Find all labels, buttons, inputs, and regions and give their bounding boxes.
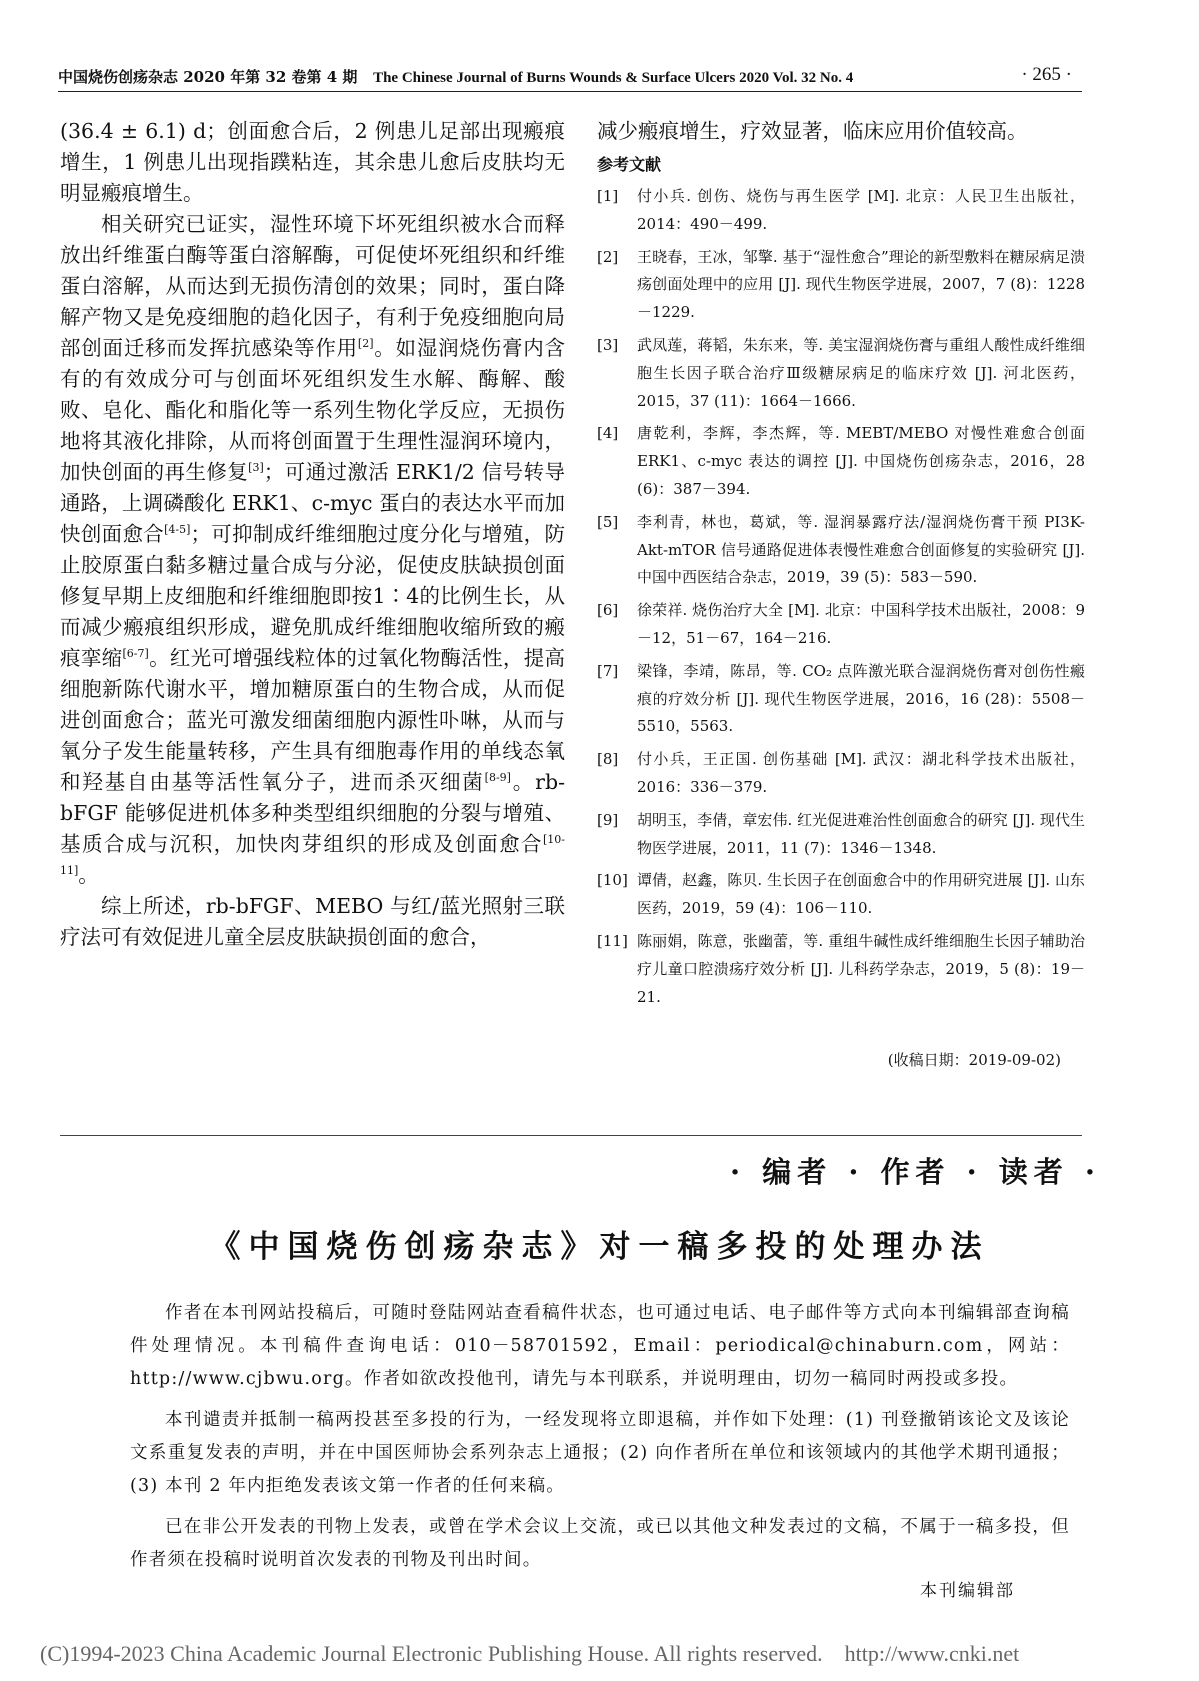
reference-item	[597, 807, 1085, 863]
references-heading: 参考文献	[597, 155, 662, 174]
citation: [6-7]	[122, 647, 149, 661]
reference-item	[597, 332, 1085, 415]
section-divider	[60, 1135, 1082, 1136]
reference-number: [7]	[597, 661, 619, 680]
reference-text: 李利青，林也，葛斌，等. 湿润暴露疗法/湿润烧伤膏干预 PI3K-Akt-mTOR 信号通路促进体表慢性难愈合创面修复的实验研究 [J]. 中国中西医结合杂志，2019，39 (5)：583－590.	[637, 512, 1085, 587]
notice-title: 《中国烧伤创疡杂志》对一稿多投的处理办法	[209, 1229, 990, 1265]
reference-text: 梁锋，李靖，陈昂，等. CO₂ 点阵激光联合湿润烧伤膏对创伤性瘢痕的疗效分析 [J]. 现代生物医学进展，2016，16 (28)：5508－5510，5563.	[637, 661, 1085, 736]
reference-number: [2]	[597, 247, 619, 266]
reference-text: 谭倩，赵鑫，陈贝. 生长因子在创面愈合中的作用研究进展 [J]. 山东医药，2019，59 (4)：106－110.	[637, 871, 1085, 918]
reference-list	[597, 183, 1085, 1011]
citation: [3]	[248, 461, 264, 475]
reference-number: [1]	[597, 187, 619, 205]
reference-item	[597, 746, 1085, 802]
running-header	[58, 66, 1082, 92]
received-date: (收稿日期：2019-09-02)	[887, 1051, 1061, 1070]
notice-body	[130, 1297, 1070, 1585]
journal-header	[58, 66, 853, 89]
journal-name-en: The Chinese Journal of Burns Wounds & Surface Ulcers 2020 Vol. 32 No. 4	[373, 70, 854, 86]
left-column	[60, 116, 565, 953]
reference-number: [9]	[597, 810, 619, 829]
reference-text: 付小兵. 创伤、烧伤与再生医学 [M]. 北京：人民卫生出版社，2014：490－499.	[637, 187, 1085, 233]
journal-name-cn: 中国烧伤创疡杂志 2020 年第 32 卷第 4 期	[58, 68, 358, 86]
reference-item	[597, 867, 1085, 923]
reference-number: [3]	[597, 335, 619, 354]
reference-item	[597, 420, 1085, 503]
reference-item	[597, 658, 1085, 741]
reference-number: [11]	[597, 931, 628, 950]
reference-text: 胡明玉，李倩，章宏伟. 红光促进难治性创面愈合的研究 [J]. 现代生物医学进展，2011，11 (7)：1346－1348.	[637, 810, 1085, 857]
paragraph-conclusion-continued: 减少瘢痕增生，疗效显著，临床应用价值较高。	[597, 119, 1028, 143]
notice-paragraph-3: 已在非公开发表的刊物上发表，或曾在学术会议上交流，或已以其他文种发表过的文稿，不属于一稿多投，但作者须在投稿时说明首次发表的刊物及刊出时间。	[130, 1517, 1070, 1570]
reference-number: [5]	[597, 512, 619, 531]
notice-signature: 本刊编辑部	[920, 1581, 1015, 1601]
reference-item	[597, 183, 1085, 239]
reference-item	[597, 597, 1085, 653]
citation: [2]	[357, 337, 374, 351]
citation: [4-5]	[164, 523, 191, 537]
reference-number: [8]	[597, 750, 619, 769]
reference-item	[597, 244, 1085, 327]
reference-text: 付小兵，王正国. 创伤基础 [M]. 武汉：湖北科学技术出版社，2016：336－379.	[637, 750, 1085, 796]
reference-item	[597, 928, 1085, 1011]
right-column	[597, 116, 1085, 1076]
paragraph-conclusion: 综上所述，rb-bFGF、MEBO 与红/蓝光照射三联疗法可有效促进儿童全层皮肤缺损创面的愈合，	[60, 894, 565, 949]
paragraph-results-end: (36.4 ± 6.1) d；创面愈合后，2 例患儿足部出现瘢痕增生，1 例患儿出现指蹼粘连，其余患儿愈后皮肤均无明显瘢痕增生。	[60, 119, 565, 205]
reference-number: [4]	[597, 424, 619, 443]
reference-item	[597, 509, 1085, 592]
reference-text: 武凤莲，蒋韬，朱东来，等. 美宝湿润烧伤膏与重组人酸性成纤维细胞生长因子联合治疗Ⅲ级糖尿病足的临床疗效 [J]. 河北医药，2015，37 (11)：1664－1666.	[637, 335, 1085, 410]
reference-number: [6]	[597, 601, 619, 620]
page-number: · 265 ·	[1021, 64, 1072, 85]
reference-text: 唐乾利，李辉，李杰辉，等. MEBT/MEBO 对慢性难愈合创面 ERK1、c-myc 表达的调控 [J]. 中国烧伤创疡杂志，2016，28 (6)：387－394.	[637, 424, 1085, 498]
paragraph-discussion: 相关研究已证实，湿性环境下坏死组织被水合而释放出纤维蛋白酶等蛋白溶解酶，可促使坏死组织和纤维蛋白溶解，从而达到无损伤清创的效果；同时，蛋白降解产物又是免疫细胞的趋化因子，有利于免疫细胞向局部创面迁移而发挥抗感染等作用[2]。如湿润烧伤膏内含有的有效成分可与创面坏死组织发生水解、酶解、酸败、皂化、酯化和脂化等一系列生物化学反应，无损伤地将其液化排除，从而将创面置于生理性湿润环境内，加快创面的再生修复[3]；可通过激活 ERK1/2 信号转导通路，上调磷酸化 ERK1、c-myc 蛋白的表达水平而加快创面愈合[4-5]；可抑制成纤维细胞过度分化与增殖，防止胶原蛋白黏多糖过量合成与分泌，促使皮肤缺损创面修复早期上皮细胞和纤维细胞即按1∶4的比例生长，从而减少瘢痕组织形成，避免肌成纤维细胞收缩所致的瘢痕挛缩[6-7]。红光可增强线粒体的过氧化物酶活性，提高细胞新陈代谢水平，增加糖原蛋白的生物合成，从而促进创面愈合；蓝光可激发细菌细胞内源性卟啉，从而与氧分子发生能量转移，产生具有细胞毒作用的单线态氧和羟基自由基等活性氧分子，进而杀灭细菌[8-9]。rb-bFGF 能够促进机体多种类型组织细胞的分裂与增殖、基质合成与沉积，加快肉芽组织的形成及创面愈合[10-11]。	[60, 212, 566, 887]
notice-paragraph-1: 作者在本刊网站投稿后，可随时登陆网站查看稿件状态，也可通过电话、电子邮件等方式向本刊编辑部查询稿件处理情况。本刊稿件查询电话：010－58701592，Email：periodical@chinaburn.com，网站：http://www.cjbwu.org。作者如欲改投他刊，请先与本刊联系，并说明理由，切勿一稿同时两投或多投。	[130, 1303, 1070, 1389]
reference-text: 徐荣祥. 烧伤治疗大全 [M]. 北京：中国科学技术出版社，2008：9－12，51－67，164－216.	[637, 601, 1085, 647]
reference-text: 陈丽娟，陈意，张幽蕾，等. 重组牛碱性成纤维细胞生长因子辅助治疗儿童口腔溃疡疗效分析 [J]. 儿科药学杂志，2019，5 (8)：19－21.	[637, 931, 1085, 1006]
reference-text: 王晓春，王冰，邹擎. 基于“湿性愈合”理论的新型敷料在糖尿病足溃疡创面处理中的应用 [J]. 现代生物医学进展，2007，7 (8)：1228－1229.	[637, 247, 1085, 322]
section-label: · 编者 · 作者 · 读者 ·	[730, 1155, 1101, 1189]
notice-paragraph-2: 本刊谴责并抵制一稿两投甚至多投的行为，一经发现将立即退稿，并作如下处理：(1) 刊登撤销该论文及该论文系重复发表的声明，并在中国医师协会系列杂志上通报；(2) 向作者所在单位和该领域内的其他学术期刊通报；(3) 本刊 2 年内拒绝发表该文第一作者的任何来稿。	[130, 1410, 1070, 1496]
reference-number: [10]	[597, 871, 628, 890]
copyright-footer: (C)1994-2023 China Academic Journal Electronic Publishing House. All rights reserved. http://www.cnki.net	[40, 1641, 1020, 1666]
citation: [10-11]	[60, 833, 565, 878]
citation: [8-9]	[484, 771, 511, 785]
